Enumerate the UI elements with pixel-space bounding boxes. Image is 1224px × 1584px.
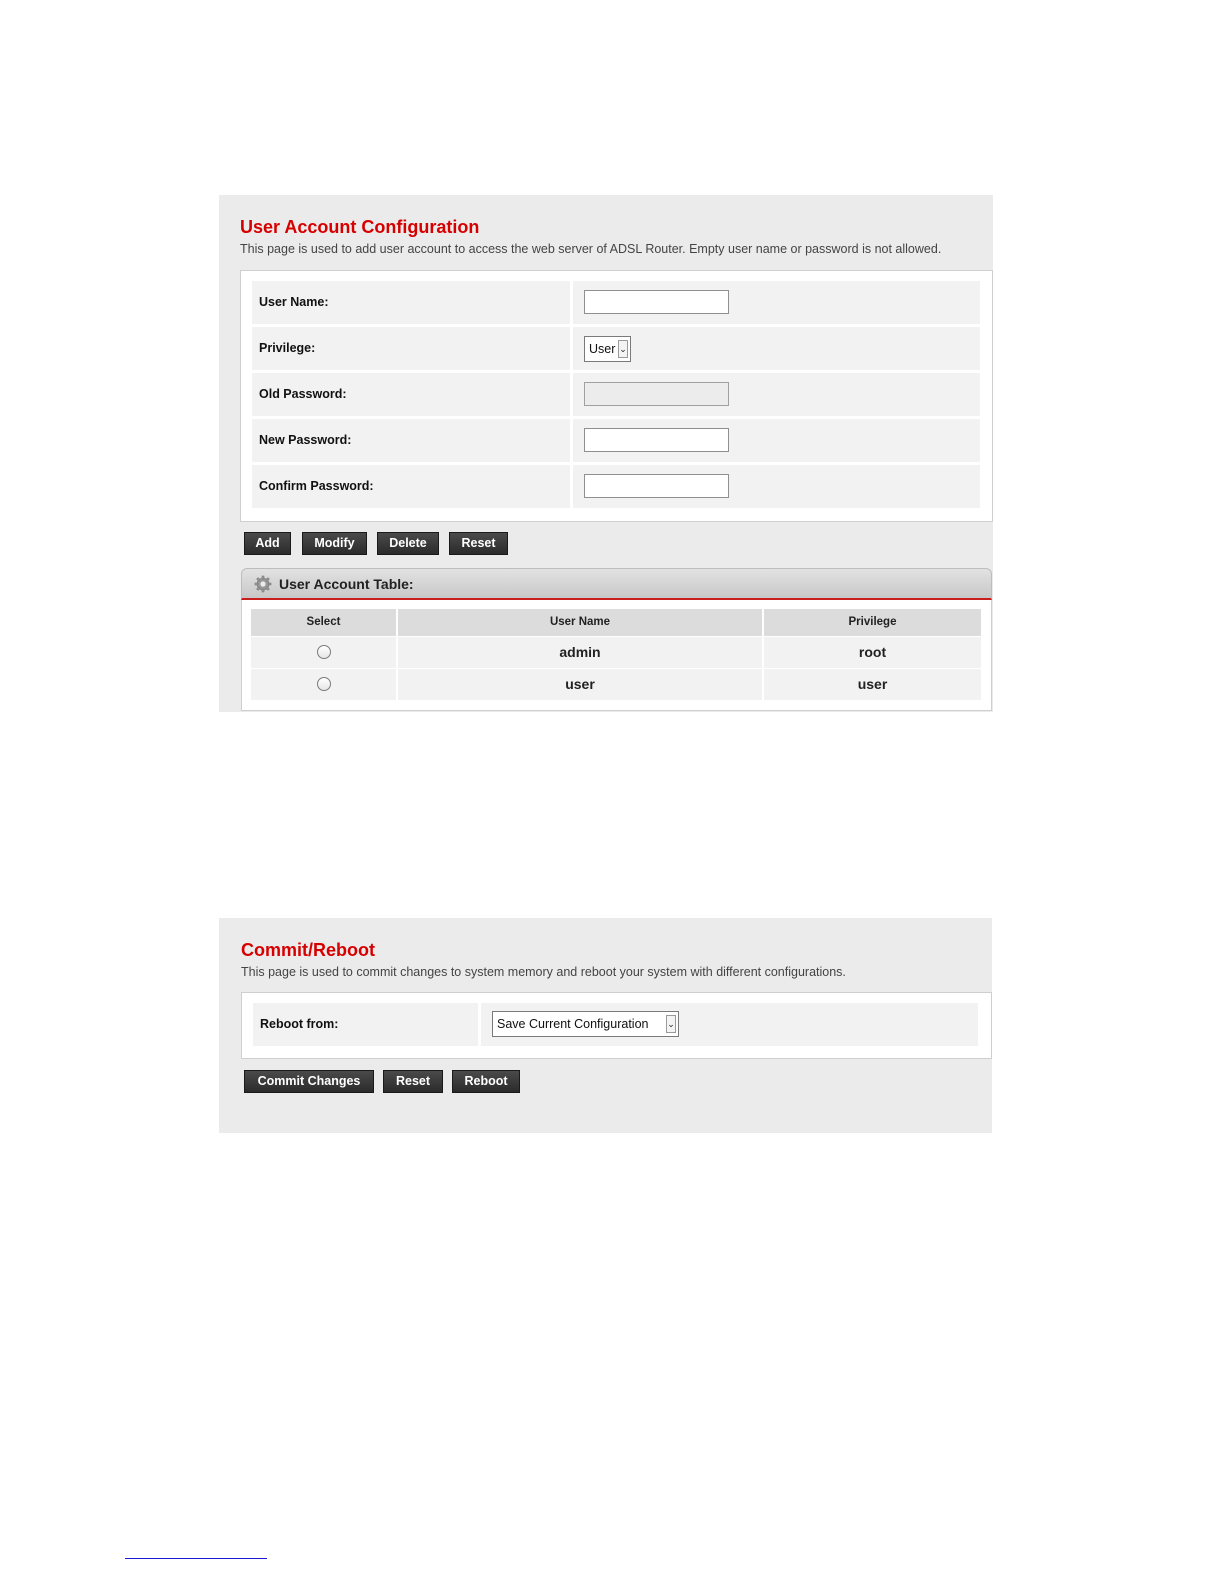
- confirm-password-label: Confirm Password:: [259, 479, 374, 493]
- table-cell-user-name: admin: [398, 637, 762, 668]
- reset-button[interactable]: Reset: [383, 1070, 443, 1093]
- table-title: User Account Table:: [279, 576, 414, 592]
- privilege-selected-value: User: [589, 342, 616, 356]
- user-form-box: [240, 270, 993, 522]
- old-password-input[interactable]: [584, 382, 729, 406]
- user-name-label: User Name:: [259, 295, 329, 309]
- confirm-password-input[interactable]: [584, 474, 729, 498]
- footnote-separator: [125, 1558, 267, 1559]
- table-row-select-cell: [251, 669, 396, 700]
- table-cell-privilege: root: [764, 637, 981, 668]
- column-header-privilege: Privilege: [764, 609, 981, 636]
- new-password-label: New Password:: [259, 433, 352, 447]
- reboot-from-label: Reboot from:: [260, 1017, 339, 1031]
- reset-button[interactable]: Reset: [449, 532, 508, 555]
- commit-reboot-panel: [219, 918, 992, 1133]
- privilege-select[interactable]: [584, 336, 631, 362]
- table-cell-privilege: user: [764, 669, 981, 700]
- reboot-form-box: [241, 992, 992, 1059]
- chevron-down-icon: ⌄: [666, 1015, 676, 1033]
- add-button[interactable]: Add: [244, 532, 291, 555]
- privilege-label: Privilege:: [259, 341, 316, 355]
- user-account-panel: [219, 195, 993, 712]
- select-radio[interactable]: [317, 677, 331, 691]
- modify-button[interactable]: Modify: [302, 532, 367, 555]
- column-header-user-name: User Name: [398, 609, 762, 636]
- user-account-table: [241, 600, 992, 711]
- reboot-from-selected-value: Save Current Configuration: [497, 1017, 649, 1031]
- page-description: This page is used to commit changes to system memory and reboot your system with different configurations.: [241, 965, 846, 979]
- chevron-down-icon: ⌄: [618, 340, 628, 358]
- page-title: User Account Configuration: [240, 217, 480, 237]
- page-description: This page is used to add user account to access the web server of ADSL Router. Empty user name or password is not allowed.: [240, 242, 942, 256]
- new-password-input[interactable]: [584, 428, 729, 452]
- user-name-input[interactable]: [584, 290, 729, 314]
- select-radio[interactable]: [317, 645, 331, 659]
- gear-icon: [254, 575, 272, 593]
- reboot-button[interactable]: Reboot: [452, 1070, 520, 1093]
- user-account-table-header: [241, 568, 992, 600]
- old-password-label: Old Password:: [259, 387, 347, 401]
- page-title: Commit/Reboot: [241, 940, 375, 960]
- column-header-select: Select: [251, 609, 396, 636]
- table-row-select-cell: [251, 637, 396, 668]
- delete-button[interactable]: Delete: [377, 532, 439, 555]
- reboot-from-select[interactable]: [492, 1011, 679, 1037]
- commit-changes-button[interactable]: Commit Changes: [244, 1070, 374, 1093]
- table-cell-user-name: user: [398, 669, 762, 700]
